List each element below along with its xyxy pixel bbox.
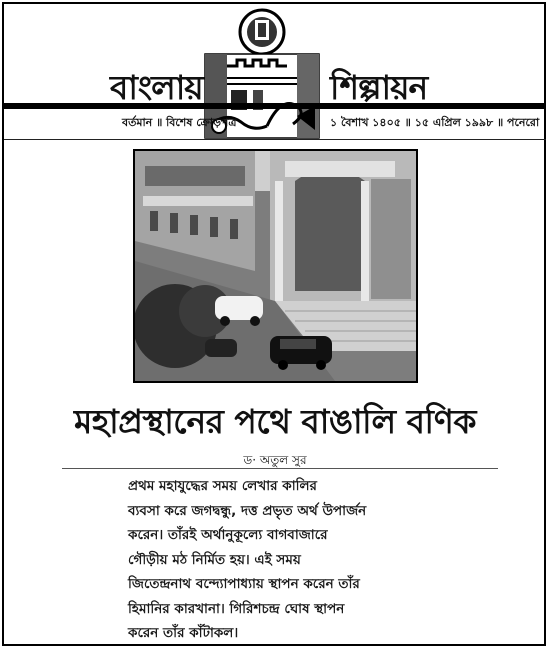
body-line: প্রথম মহাযুদ্ধের সময় লেখার কালির: [128, 478, 317, 494]
masthead-title-left: বাংলায়: [110, 68, 203, 107]
masthead-underline: [4, 139, 546, 140]
body-line: করেন। তাঁরই অর্থানুকূল্যে বাগবাজারে: [128, 527, 328, 543]
street-photo: [133, 149, 418, 383]
body-line: করেন তাঁর কাঁটাকল।: [128, 625, 239, 641]
article-author: ড· অতুল সুর: [243, 453, 307, 467]
masthead-subtitle-left: বর্তমান ॥ বিশেষ ক্রোড়পত্র: [122, 116, 237, 129]
masthead-subtitle-right: ১ বৈশাখ ১৪০৫ ॥ ১৫ এপ্রিল ১৯৯৮ ॥ পনেরো: [330, 116, 540, 129]
masthead-rule: [4, 103, 546, 109]
body-line: গৌড়ীয় মঠ নির্মিত হয়। এই সময়: [128, 551, 301, 568]
masthead-title-right: শিল্পায়ন: [330, 68, 428, 107]
body-line: জিতেন্দ্রনাথ বন্দ্যোপাধ্যায় স্থাপন করেন তাঁর: [128, 576, 360, 592]
street-photo-illustration: [135, 151, 416, 381]
author-rule: [62, 468, 498, 469]
body-line: ব্যবসা করে জগদ্বন্ধু, দত্ত প্রভৃত অর্থ উপার্জন: [128, 502, 367, 519]
body-line: হিমানির কারখানা। গিরিশচন্দ্র ঘোষ স্থাপন: [128, 600, 345, 617]
article-body: [128, 474, 478, 646]
article-headline: মহাপ্রস্থানের পথে বাঙালি বণিক: [74, 402, 476, 441]
